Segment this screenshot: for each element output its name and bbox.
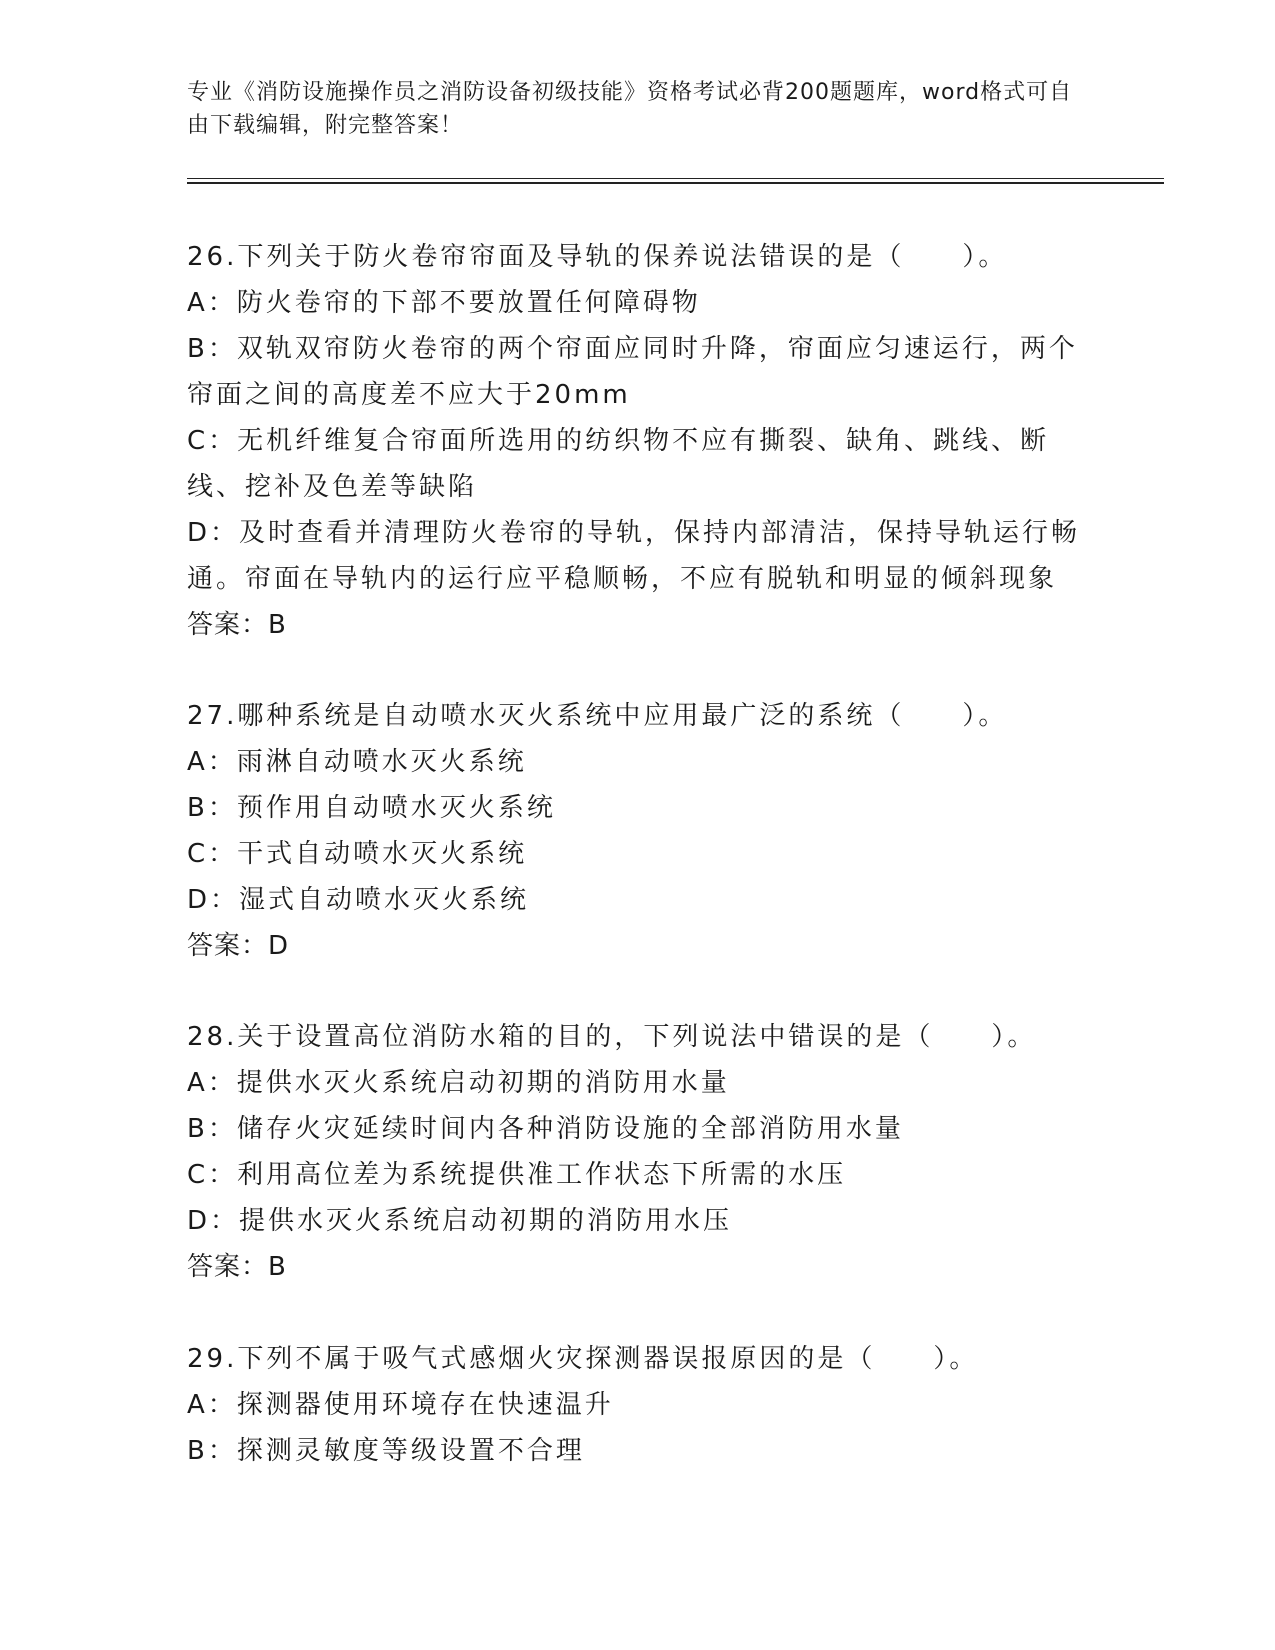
header-rule-thin xyxy=(187,178,1164,179)
question-stem: 27.哪种系统是自动喷水灭火系统中应用最广泛的系统（ ）。 xyxy=(187,701,1008,731)
option-d: D：湿式自动喷水灭火系统 xyxy=(187,885,530,915)
document-header xyxy=(187,76,1087,142)
header-rule-thick xyxy=(187,182,1164,184)
option-d: D：提供水灭火系统启动初期的消防用水压 xyxy=(187,1206,733,1236)
question-stem: 28.关于设置高位消防水箱的目的，下列说法中错误的是（ ）。 xyxy=(187,1022,1037,1052)
option-c: C：利用高位差为系统提供准工作状态下所需的水压 xyxy=(187,1160,847,1190)
question-28 xyxy=(187,1014,1087,1290)
option-d: D：及时查看并清理防火卷帘的导轨，保持内部清洁，保持导轨运行畅通。帘面在导轨内的运行应平稳顺畅，不应有脱轨和明显的倾斜现象 xyxy=(187,518,1081,594)
option-c: C：无机纤维复合帘面所选用的纺织物不应有撕裂、缺角、跳线、断线、挖补及色差等缺陷 xyxy=(187,426,1050,502)
option-c: C：干式自动喷水灭火系统 xyxy=(187,839,528,869)
header-intro: 专业《消防设施操作员之消防设备初级技能》资格考试必背200题题库，word格式可自由下载编辑，附完整答案！ xyxy=(187,80,1073,138)
option-a: A：防火卷帘的下部不要放置任何障碍物 xyxy=(187,288,701,318)
option-a: A：探测器使用环境存在快速温升 xyxy=(187,1390,614,1420)
option-a: A：提供水灭火系统启动初期的消防用水量 xyxy=(187,1068,730,1098)
option-b: B：储存火灾延续时间内各种消防设施的全部消防用水量 xyxy=(187,1114,904,1144)
option-b: B：预作用自动喷水灭火系统 xyxy=(187,793,556,823)
question-stem: 26.下列关于防火卷帘帘面及导轨的保养说法错误的是（ ）。 xyxy=(187,242,1008,272)
question-27 xyxy=(187,693,1087,969)
question-29 xyxy=(187,1336,1087,1474)
option-b: B：双轨双帘防火卷帘的两个帘面应同时升降，帘面应匀速运行，两个帘面之间的高度差不应大于20mm xyxy=(187,334,1078,410)
answer: 答案：B xyxy=(187,1252,287,1282)
option-b: B：探测灵敏度等级设置不合理 xyxy=(187,1436,585,1466)
answer: 答案：D xyxy=(187,931,290,961)
question-26 xyxy=(187,234,1087,648)
option-a: A：雨淋自动喷水灭火系统 xyxy=(187,747,527,777)
answer: 答案：B xyxy=(187,610,287,640)
question-stem: 29.下列不属于吸气式感烟火灾探测器误报原因的是（ ）。 xyxy=(187,1344,979,1374)
